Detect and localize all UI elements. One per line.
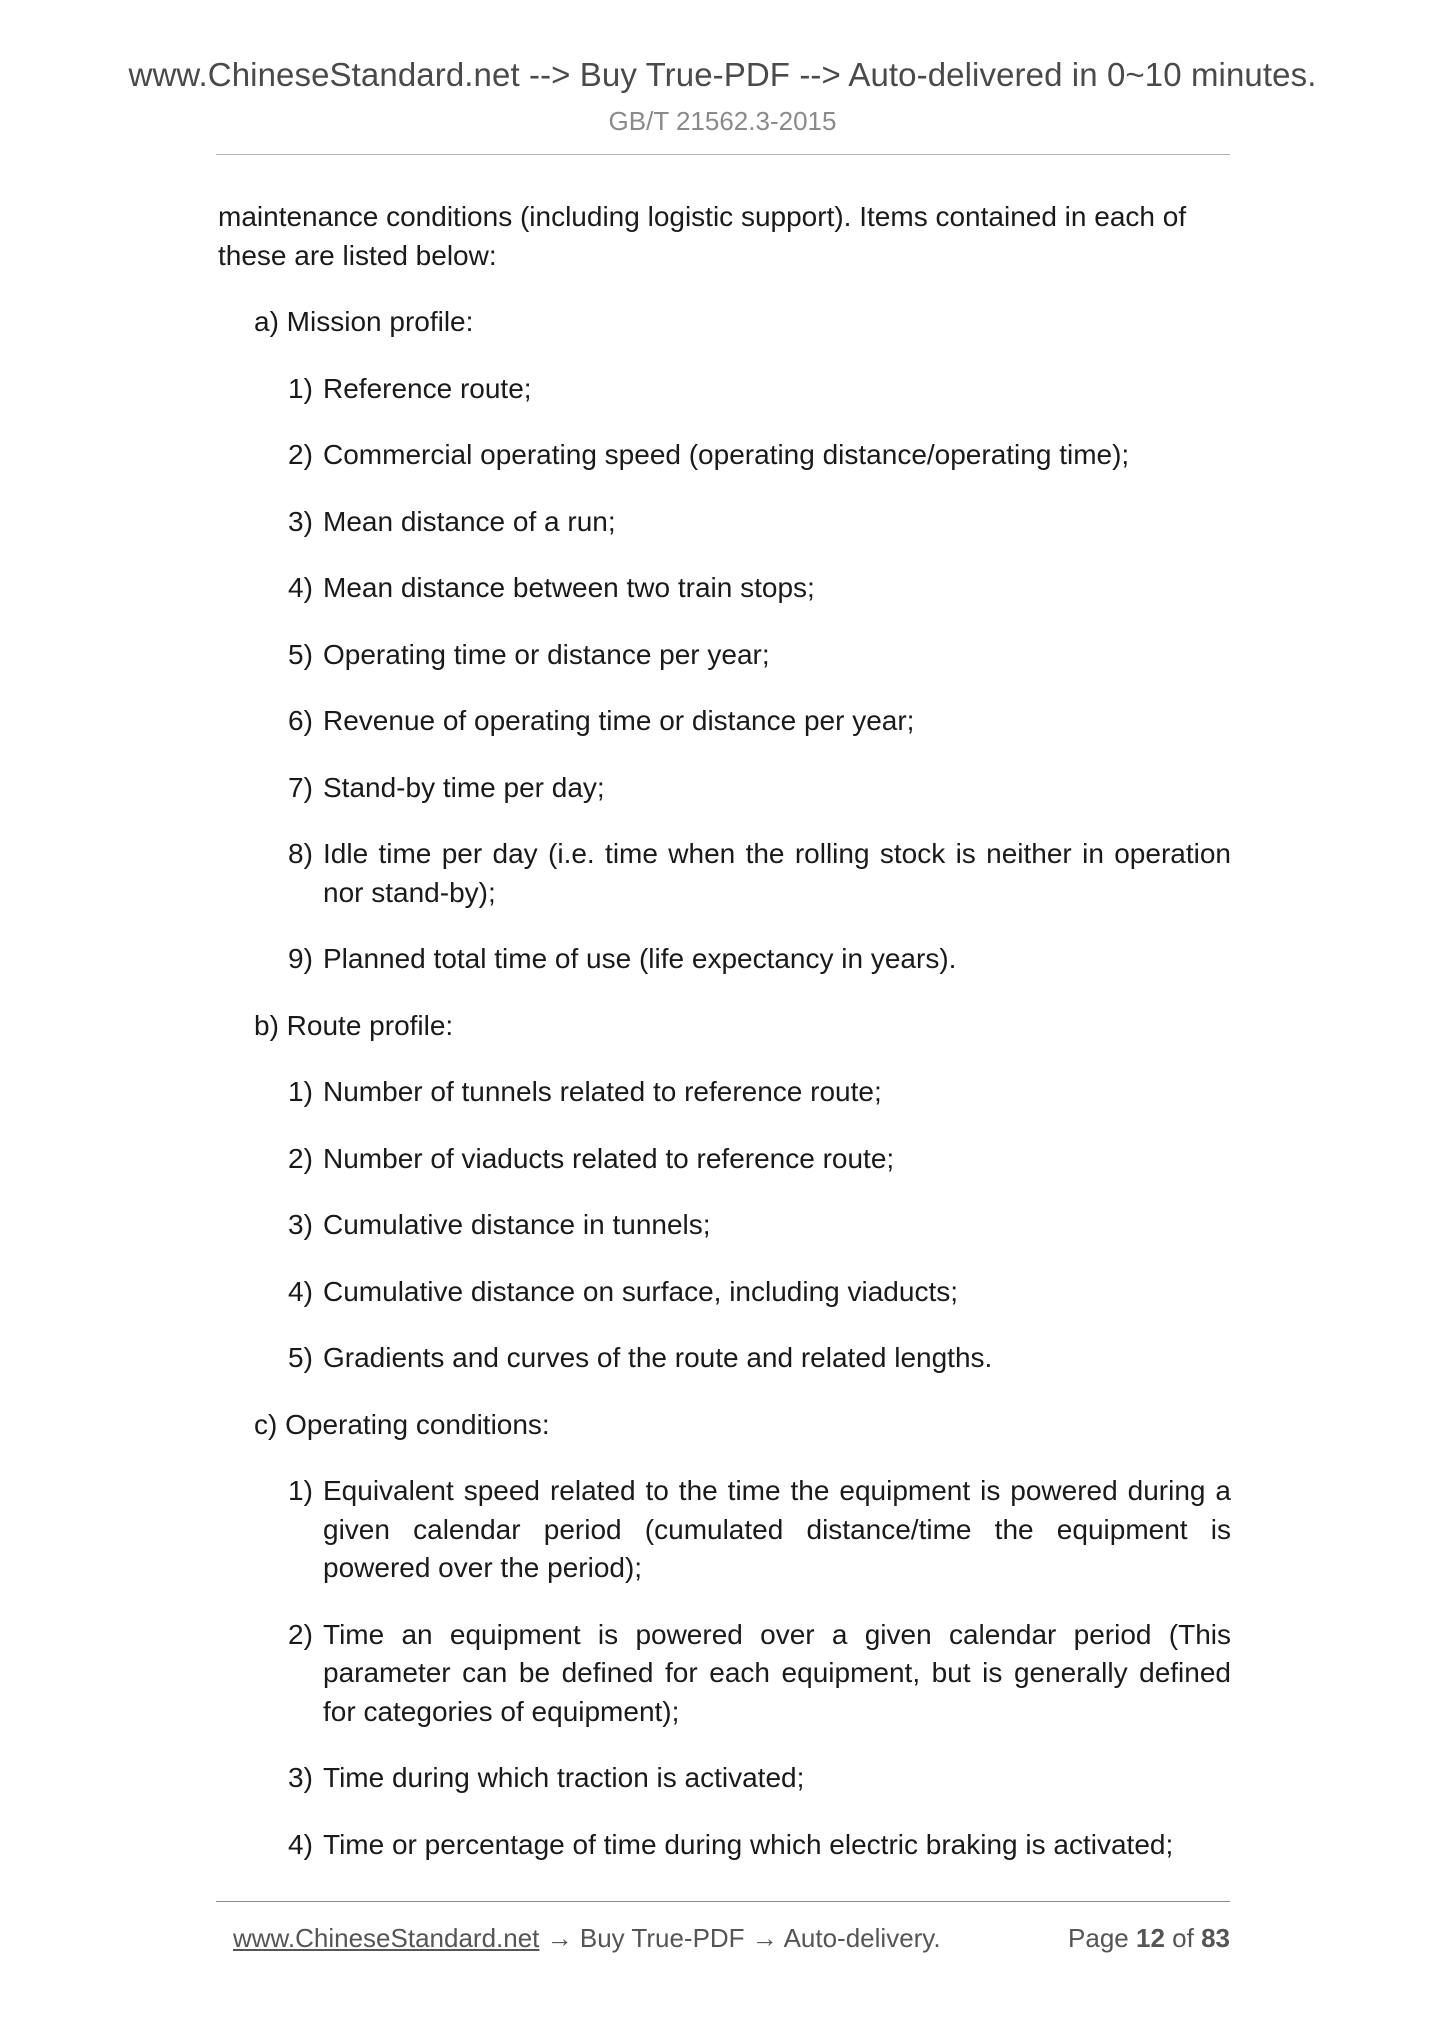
list-item bbox=[288, 1206, 1231, 1245]
footer-divider bbox=[216, 1901, 1230, 1902]
item-number: 3) bbox=[288, 1762, 313, 1793]
item-number: 2) bbox=[288, 1618, 313, 1650]
page-number bbox=[1068, 1923, 1230, 1954]
item-number: 1) bbox=[288, 1475, 313, 1506]
item-text: Reference route; bbox=[323, 372, 532, 404]
list-item bbox=[288, 1073, 1231, 1112]
standard-id: GB/T 21562.3-2015 bbox=[608, 106, 837, 136]
list-item bbox=[288, 1339, 1231, 1378]
page-current: 12 bbox=[1136, 1923, 1165, 1953]
item-text: Revenue of operating time or distance per year; bbox=[323, 705, 915, 736]
list-item bbox=[288, 1273, 1231, 1312]
item-number: 8) bbox=[288, 838, 313, 869]
item-text: Stand-by time per day; bbox=[323, 771, 605, 803]
list-item bbox=[288, 569, 1231, 608]
item-text: Time or percentage of time during which electric braking is activated; bbox=[323, 1828, 1174, 1860]
list-item bbox=[288, 1759, 1231, 1798]
footer-tagline: → Buy True-PDF → Auto-delivery. bbox=[539, 1923, 941, 1953]
footer-link-group bbox=[233, 1923, 941, 1954]
list-item bbox=[288, 436, 1231, 475]
list-item bbox=[288, 636, 1231, 675]
item-text: Number of tunnels related to reference route; bbox=[323, 1076, 882, 1107]
item-text: Equivalent speed related to the time the equipment is powered during a given calendar period (cumulated distance/time the equipment is powered over the period); bbox=[323, 1475, 1231, 1583]
header-divider bbox=[216, 154, 1230, 155]
list-item bbox=[288, 1140, 1231, 1179]
section-mission-profile bbox=[218, 303, 1231, 979]
item-text: Commercial operating speed (operating distance/operating time); bbox=[323, 439, 1130, 470]
item-number: 2) bbox=[288, 439, 313, 470]
list-item bbox=[288, 1472, 1231, 1588]
list-item bbox=[288, 702, 1231, 741]
item-text: Cumulative distance in tunnels; bbox=[323, 1209, 711, 1240]
item-text: Operating time or distance per year; bbox=[323, 638, 770, 670]
page-of-label: of bbox=[1172, 1923, 1194, 1953]
intro-paragraph: maintenance conditions (including logistic support). Items contained in each of these are listed below: bbox=[218, 201, 1187, 271]
item-text: Number of viaducts related to reference route; bbox=[323, 1142, 895, 1174]
item-number: 1) bbox=[288, 1076, 313, 1107]
section-operating-conditions bbox=[218, 1406, 1231, 1865]
page-total: 83 bbox=[1201, 1923, 1230, 1953]
list-item bbox=[288, 835, 1231, 912]
list-item bbox=[288, 503, 1231, 542]
item-number: 3) bbox=[288, 505, 313, 537]
item-number: 6) bbox=[288, 705, 313, 736]
item-text: Planned total time of use (life expectancy in years). bbox=[323, 943, 957, 974]
item-number: 5) bbox=[288, 638, 313, 670]
item-number: 4) bbox=[288, 1275, 313, 1307]
item-text: Mean distance of a run; bbox=[323, 505, 616, 537]
item-number: 4) bbox=[288, 1828, 313, 1860]
item-text: Gradients and curves of the route and related lengths. bbox=[323, 1342, 993, 1373]
section-route-profile bbox=[218, 1007, 1231, 1378]
item-text: Time during which traction is activated; bbox=[323, 1762, 805, 1793]
list-item bbox=[288, 1826, 1231, 1865]
header-banner: www.ChineseStandard.net --> Buy True-PDF --> Auto-delivered in 0~10 minutes. bbox=[128, 56, 1317, 93]
item-text: Idle time per day (i.e. time when the rolling stock is neither in operation nor stand-by); bbox=[323, 838, 1231, 908]
page-label: Page bbox=[1068, 1923, 1129, 1953]
list-item bbox=[288, 1616, 1231, 1732]
item-text: Time an equipment is powered over a given calendar period (This parameter can be defined for each equipment, but is generally defined for categories of equipment); bbox=[323, 1618, 1231, 1727]
section-heading: b) Route profile: bbox=[254, 1009, 454, 1041]
item-number: 7) bbox=[288, 771, 313, 803]
list-item bbox=[288, 940, 1231, 979]
list-item bbox=[288, 370, 1231, 409]
section-heading: c) Operating conditions: bbox=[254, 1408, 550, 1440]
list-item bbox=[288, 769, 1231, 808]
item-text: Mean distance between two train stops; bbox=[323, 572, 815, 603]
item-number: 9) bbox=[288, 943, 313, 974]
item-number: 4) bbox=[288, 572, 313, 603]
section-heading: a) Mission profile: bbox=[254, 306, 474, 337]
item-text: Cumulative distance on surface, including viaducts; bbox=[323, 1275, 959, 1307]
page-content bbox=[218, 198, 1231, 1892]
item-number: 2) bbox=[288, 1142, 313, 1174]
item-number: 5) bbox=[288, 1342, 313, 1373]
item-number: 1) bbox=[288, 372, 313, 404]
footer-site-link[interactable]: www.ChineseStandard.net bbox=[233, 1923, 540, 1953]
item-number: 3) bbox=[288, 1209, 313, 1240]
